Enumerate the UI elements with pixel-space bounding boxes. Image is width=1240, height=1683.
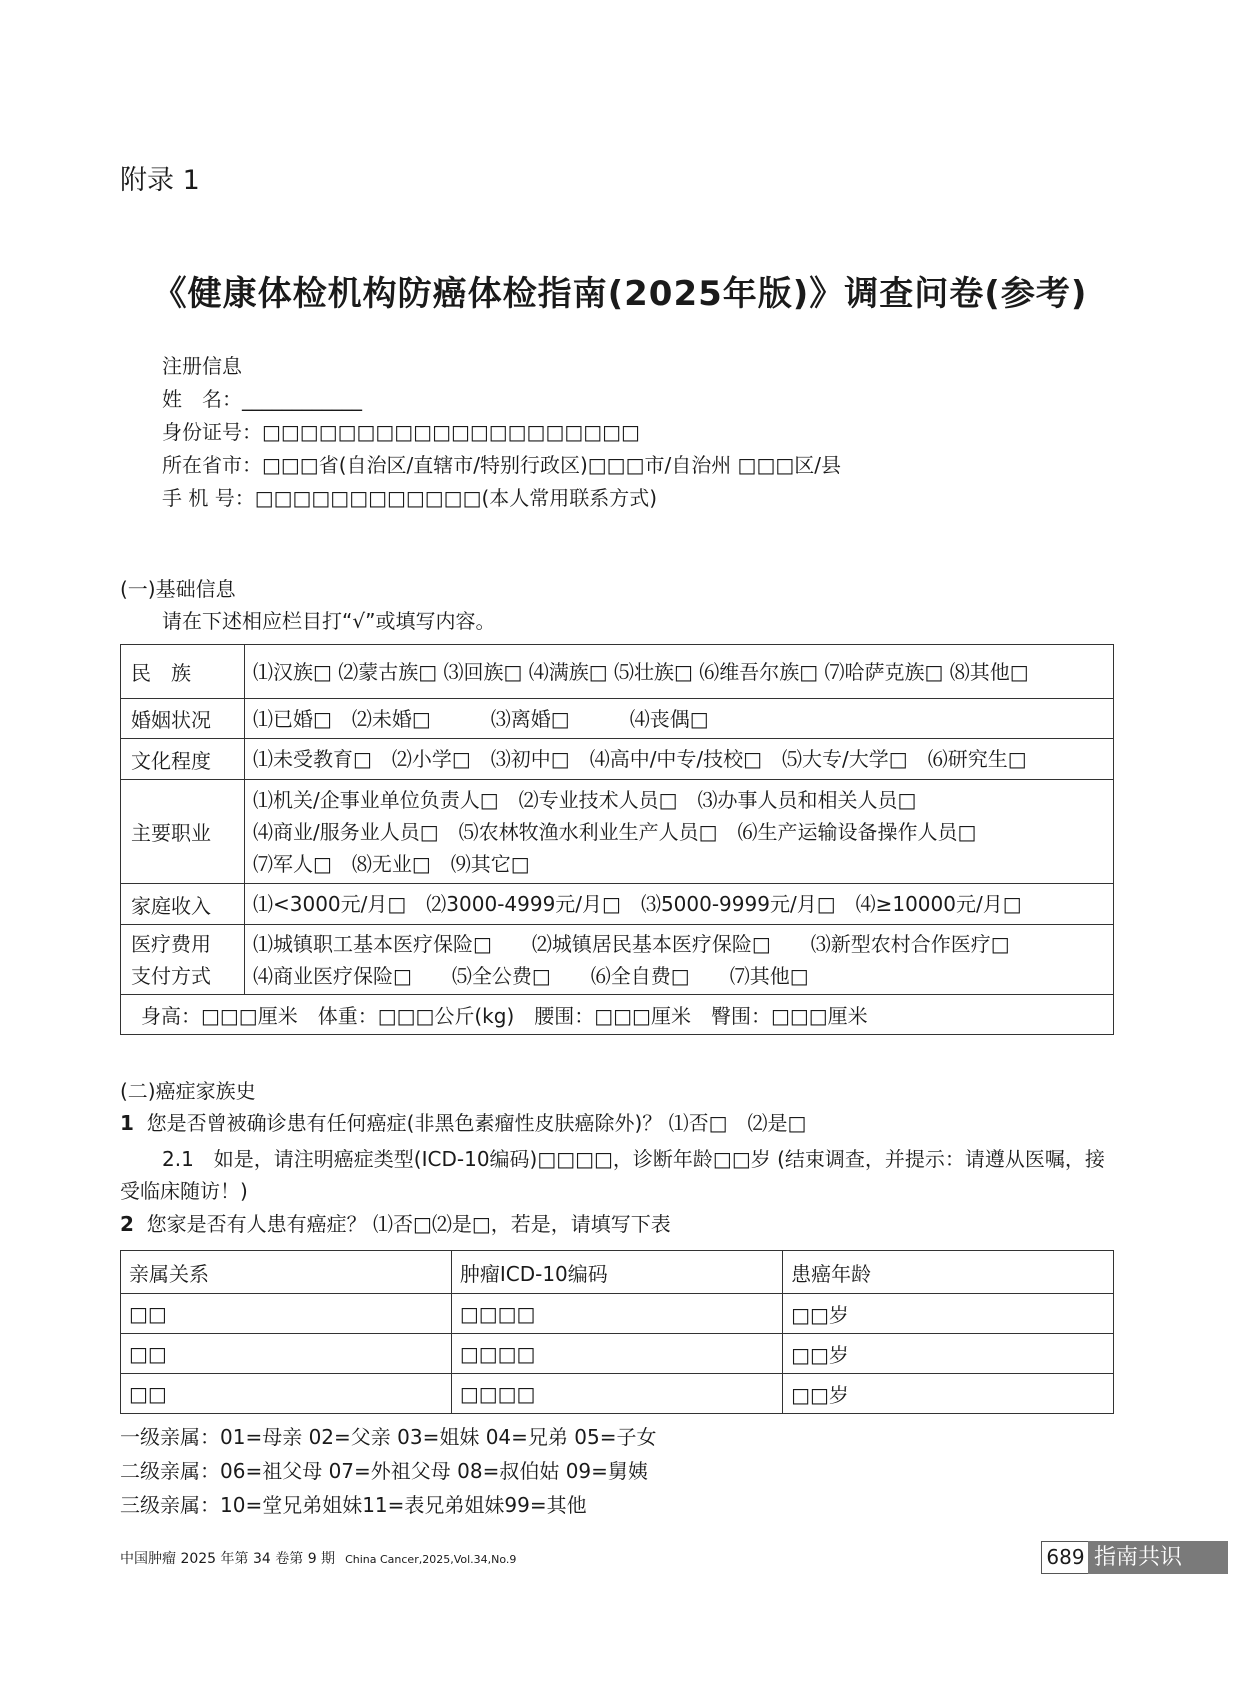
row-label-payment: 医疗费用 支付方式: [121, 925, 245, 995]
registration-section: [162, 350, 841, 515]
question-1-text: 您是否曾被确诊患有任何癌症(非黑色素瘤性皮肤癌除外)？ ⑴否□ ⑵是□: [146, 1111, 807, 1135]
payment-options: [245, 925, 1114, 995]
question-2-1-line-1: 2.1 如是，请注明癌症类型(ICD-10编码)□□□□，诊断年龄□□岁 (结束调查，并提示：请遵从医嘱，接: [162, 1147, 1105, 1171]
ethnicity-options: ⑴汉族□ ⑵蒙古族□ ⑶回族□ ⑷满族□ ⑸壮族□ ⑹维吾尔族□ ⑺哈萨克族□ ⑻其他□: [245, 645, 1114, 699]
table-row: [121, 1294, 1114, 1334]
row-label-ethnicity: 民 族: [121, 645, 245, 699]
table-row: [121, 995, 1114, 1035]
note-first-degree: 一级亲属：01=母亲 02=父亲 03=姐妹 04=兄弟 05=子女: [120, 1425, 657, 1449]
header-age: 患癌年龄: [783, 1251, 1114, 1294]
journal-footer: [120, 1548, 516, 1568]
table-row: [121, 780, 1114, 884]
family-history-heading: (二)癌症家族史: [120, 1079, 256, 1103]
icd-cell: □□□□: [451, 1294, 782, 1334]
occupation-line-1: ⑴机关/企事业单位负责人□ ⑵专业技术人员□ ⑶办事人员和相关人员□: [253, 787, 917, 812]
section-tag: 指南共识: [1088, 1541, 1228, 1574]
basic-info-heading: (一)基础信息: [120, 577, 236, 601]
relation-cell: □□: [121, 1374, 452, 1414]
payment-line-1: ⑴城镇职工基本医疗保险□ ⑵城镇居民基本医疗保险□ ⑶新型农村合作医疗□: [253, 931, 1010, 956]
appendix-label: 附录 1: [120, 165, 200, 196]
id-number-field: 身份证号：□□□□□□□□□□□□□□□□□□□□: [162, 420, 640, 444]
marital-options: ⑴已婚□ ⑵未婚□ ⑶离婚□ ⑷丧偶□: [245, 699, 1114, 739]
journal-name-en: China Cancer,2025,Vol.34,No.9: [345, 1553, 517, 1566]
basic-info-instruction: 请在下述相应栏目打“√”或填写内容。: [162, 609, 496, 633]
occupation-line-3: ⑺军人□ ⑻无业□ ⑼其它□: [253, 851, 530, 876]
education-options: ⑴未受教育□ ⑵小学□ ⑶初中□ ⑷高中/中专/技校□ ⑸大专/大学□ ⑹研究生□: [245, 739, 1114, 780]
measurements-row: 身高：□□□厘米 体重：□□□公斤(kg) 腰围：□□□厘米 臀围：□□□厘米: [121, 995, 1114, 1035]
icd-cell: □□□□: [451, 1374, 782, 1414]
row-label-education: 文化程度: [121, 739, 245, 780]
income-options: ⑴<3000元/月□ ⑵3000-4999元/月□ ⑶5000-9999元/月□ ⑷≥10000元/月□: [245, 884, 1114, 925]
table-row: [121, 925, 1114, 995]
question-2: [120, 1208, 671, 1237]
age-cell: □□岁: [783, 1374, 1114, 1414]
age-cell: □□岁: [783, 1334, 1114, 1374]
occupation-options: [245, 780, 1114, 884]
age-cell: □□岁: [783, 1294, 1114, 1334]
relation-cell: □□: [121, 1334, 452, 1374]
relation-cell: □□: [121, 1294, 452, 1334]
page-number: 689: [1041, 1541, 1090, 1574]
family-history-table: [120, 1250, 1114, 1414]
question-1: [120, 1107, 806, 1136]
registration-heading: 注册信息: [162, 354, 242, 378]
name-field: 姓 名：____________: [162, 387, 362, 411]
table-row: [121, 1374, 1114, 1414]
table-row: [121, 739, 1114, 780]
page-title: 《健康体检机构防癌体检指南(2025年版)》调查问卷(参考): [152, 274, 1088, 314]
header-icd-code: 肿瘤ICD-10编码: [451, 1251, 782, 1294]
journal-name-cn: 中国肿瘤 2025 年第 34 卷第 9 期: [120, 1551, 336, 1567]
note-third-degree: 三级亲属：10=堂兄弟姐妹11=表兄弟姐妹99=其他: [120, 1493, 587, 1517]
icd-cell: □□□□: [451, 1334, 782, 1374]
phone-field: 手 机 号：□□□□□□□□□□□□(本人常用联系方式): [162, 486, 658, 510]
question-2-text: 您家是否有人患有癌症？ ⑴否□⑵是□，若是，请填写下表: [146, 1212, 671, 1236]
table-row: [121, 699, 1114, 739]
question-2-number: 2: [120, 1212, 134, 1236]
location-field: 所在省市：□□□省(自治区/直辖市/特别行政区)□□□市/自治州 □□□区/县: [162, 453, 841, 477]
question-2-1-line-2: 受临床随访！): [120, 1179, 248, 1203]
table-row: [121, 884, 1114, 925]
table-header-row: [121, 1251, 1114, 1294]
payment-line-2: ⑷商业医疗保险□ ⑸全公费□ ⑹全自费□ ⑺其他□: [253, 963, 809, 988]
row-label-marital: 婚姻状况: [121, 699, 245, 739]
basic-info-table: [120, 644, 1114, 1035]
table-row: [121, 645, 1114, 699]
note-second-degree: 二级亲属：06=祖父母 07=外祖父母 08=叔伯姑 09=舅姨: [120, 1459, 648, 1483]
row-label-income: 家庭收入: [121, 884, 245, 925]
relative-code-notes: [120, 1420, 656, 1522]
row-label-occupation: 主要职业: [121, 780, 245, 884]
table-row: [121, 1334, 1114, 1374]
question-1-number: 1: [120, 1111, 134, 1135]
header-relation: 亲属关系: [121, 1251, 452, 1294]
occupation-line-2: ⑷商业/服务业人员□ ⑸农林牧渔水利业生产人员□ ⑹生产运输设备操作人员□: [253, 819, 977, 844]
